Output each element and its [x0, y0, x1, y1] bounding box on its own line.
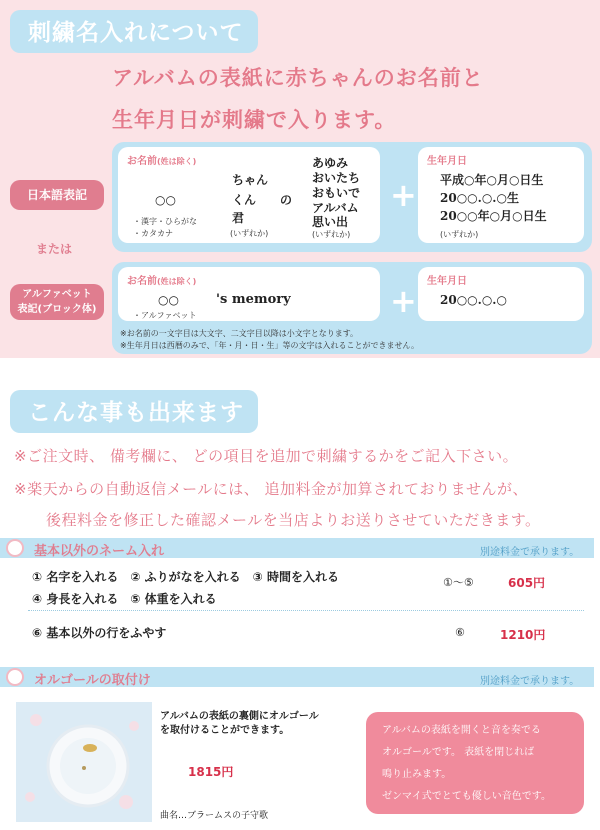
music-box-title: オルゴールの取付け	[34, 673, 151, 688]
price-range-2: ⑥	[455, 626, 465, 639]
name-option-title: 基本以外のネーム入れ	[34, 544, 165, 559]
japanese-notation-tag: 日本語表記	[10, 180, 104, 210]
phrase-ayumi: あゆみ	[312, 156, 349, 170]
phrase-omoide-kanji: 思い出	[312, 215, 349, 229]
suffix-no: の	[280, 193, 293, 207]
info-box-line4: ゼンマイ式でとても優しい音色です。	[382, 791, 551, 802]
note-birth-western: ※生年月日は西暦のみで、「年・月・日・生」等の文字は入れることができません。	[120, 341, 420, 350]
options-note-line2: ※楽天からの自動返信メールには、 追加料金が加算されておりませんが、	[14, 480, 529, 498]
name-chars-note-2: ・カタカナ	[133, 229, 173, 238]
alphabet-tag-line2: 表記(ブロック体)	[17, 304, 97, 315]
embroidery-section-header: 刺繍名入れについて	[10, 10, 258, 53]
price-605: 605円	[508, 576, 546, 590]
price-1210: 1210円	[500, 628, 546, 642]
song-name: 曲名…ブラームスの子守歌	[160, 811, 269, 821]
phrase-oitachi: おいたち	[312, 171, 361, 185]
name-label: お名前(姓は除く)	[127, 156, 197, 167]
alpha-memory-text: 's memory	[216, 292, 291, 307]
birth-note: (いずれか)	[440, 230, 479, 239]
music-box-desc-line1: アルバムの表紙の裏側にオルゴール	[160, 711, 319, 722]
flower-icon-2	[6, 668, 24, 686]
info-box-line2: オルゴールです。 表紙を閉じれば	[382, 747, 535, 758]
plus-icon: +	[390, 176, 417, 214]
birth-label: 生年月日	[427, 156, 467, 167]
name-chars-note-1: ・漢字・ひらがな	[133, 217, 197, 226]
lead-text-line2: 生年月日が刺繍で入ります。	[112, 108, 397, 132]
suffix-chan: ちゃん	[232, 173, 269, 187]
music-box-illustration	[16, 702, 152, 822]
flower-icon	[6, 539, 24, 557]
alphabet-notation-tag	[10, 284, 104, 320]
name-option-row3: ⑥ 基本以外の行をふやす	[32, 626, 167, 640]
music-box-info-box	[366, 712, 584, 814]
price-range-1: ①〜⑤	[443, 576, 474, 589]
alpha-birth-format: 20○○.○.○	[440, 293, 507, 307]
price-1815: 1815円	[188, 765, 234, 779]
music-box-description	[160, 710, 319, 738]
note-capitalization: ※お名前の一文字目は大文字、二文字目以降は小文字となります。	[120, 329, 359, 338]
name-option-row2: ④ 身長を入れる ⑤ 体重を入れる	[32, 592, 217, 606]
info-box-line1: アルバムの表紙を開くと音を奏でる	[382, 725, 541, 736]
suffix-note: (いずれか)	[230, 229, 269, 238]
plus-icon-2: +	[390, 282, 417, 320]
name-option-extra-fee: 別途料金で承ります。	[480, 547, 580, 558]
name-option-row1: ① 名字を入れる ② ふりがなを入れる ③ 時間を入れる	[32, 570, 340, 584]
alphabet-tag-line1: アルファベット	[22, 289, 92, 300]
options-section-header: こんな事も出来ます	[10, 390, 258, 433]
lead-text-line1: アルバムの表紙に赤ちゃんのお名前と	[112, 66, 484, 90]
alpha-name-label: お名前(姓は除く)	[127, 276, 197, 287]
music-box-extra-fee: 別途料金で承ります。	[480, 676, 580, 687]
birth-format-heisei: 平成○年○月○日生	[440, 173, 544, 187]
alpha-birth-label: 生年月日	[427, 276, 467, 287]
options-note-line1: ※ご注文時、 備考欄に、 どの項目を追加で刺繍するかをご記入下さい。	[14, 447, 519, 465]
alpha-note: ・アルファベット	[133, 311, 197, 320]
or-text: または	[36, 242, 73, 256]
music-box-photo	[16, 702, 152, 822]
alpha-name-placeholder: ○○	[158, 293, 179, 307]
birth-format-kanji: 20○○年○月○日生	[440, 209, 547, 223]
phrase-omoide: おもいで	[312, 186, 361, 200]
info-box-line3: 鳴り止みます。	[382, 769, 452, 780]
phrase-note: (いずれか)	[312, 230, 351, 239]
suffix-kimi: 君	[232, 211, 245, 225]
options-note-line3: 後程料金を修正した確認メールを当店よりお送りさせていただきます。	[46, 511, 541, 529]
dotted-divider	[28, 610, 584, 611]
music-box-desc-line2: を取付けることができます。	[160, 725, 290, 736]
suffix-kun: くん	[232, 193, 257, 207]
birth-format-dotted: 20○○.○.○生	[440, 191, 519, 205]
name-placeholder: ○○	[155, 193, 176, 207]
phrase-album: アルバム	[312, 201, 359, 215]
